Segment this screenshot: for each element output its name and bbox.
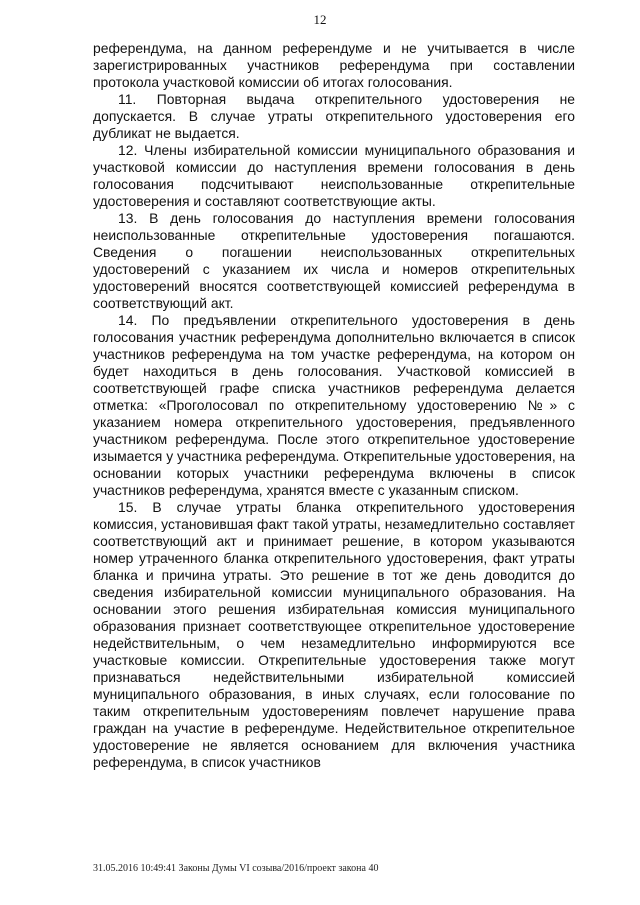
paragraph-11: 11. Повторная выдача открепительного удостоверения не допускается. В случае утраты открепительного удостоверения его дубликат не выдается. xyxy=(93,91,575,141)
page-number: 12 xyxy=(313,12,327,27)
paragraph-15: 15. В случае утраты бланка открепительного удостоверения комиссия, установившая факт такой утраты, незамедлительно составляет соответствующий акт и принимает решение, в котором указываются номер утраченного бланка открепительного удостоверения, факт утраты бланка и причина утраты. Это решение в тот же день доводится до сведения избирательной комиссии муниципального образования. На основании этого решения избирательная комиссия муниципального образования признает соответствующее открепительное удостоверение недействительным, о чем незамедлительно информируются все участковые комиссии. Открепительные удостоверения также могут признаваться недействительными избирательной комиссией муниципального образования, в иных случаях, если голосование по таким открепительным удостоверениям повлечет нарушение права граждан на участие в референдуме. Недействительное открепительное удостоверение не является основанием для включения участника референдума, в список участников xyxy=(93,499,575,770)
paragraph-14: 14. По предъявлении открепительного удостоверения в день голосования участник референдума дополнительно включается в список участников референдума на том участке референдума, на котором он будет находиться в день голосования. Участковой комиссией в соответствующей графе списка участников референдума делается отметка: «Проголосовал по открепительному удостоверению №» с указанием номера открепительного удостоверения, предъявленного участником референдума. После этого открепительное удостоверение изымается у участника референдума. Открепительные удостоверения, на основании которых участники референдума включены в список участников референдума, хранятся вместе с указанным списком. xyxy=(93,312,575,498)
paragraph-12: 12. Члены избирательной комиссии муниципального образования и участковой комиссии до наступления времени голосования в день голосования подсчитывают неиспользованные открепительные удостоверения и составляют соответствующие акты. xyxy=(93,142,575,209)
paragraph-continuation: референдума, на данном референдуме и не учитывается в числе зарегистрированных участников референдума при составлении протокола участковой комиссии об итогах голосования. xyxy=(93,40,575,90)
document-body xyxy=(93,40,575,771)
paragraph-13: 13. В день голосования до наступления времени голосования неиспользованные открепительные удостоверения погашаются. Сведения о погашении неиспользованных открепительных удостоверений с указанием их числа и номеров открепительных удостоверений вносятся соответствующей комиссией референдума в соответствующий акт. xyxy=(93,210,575,311)
document-footer: 31.05.2016 10:49:41 Законы Думы VI созыва/2016/проект закона 40 xyxy=(93,863,379,874)
